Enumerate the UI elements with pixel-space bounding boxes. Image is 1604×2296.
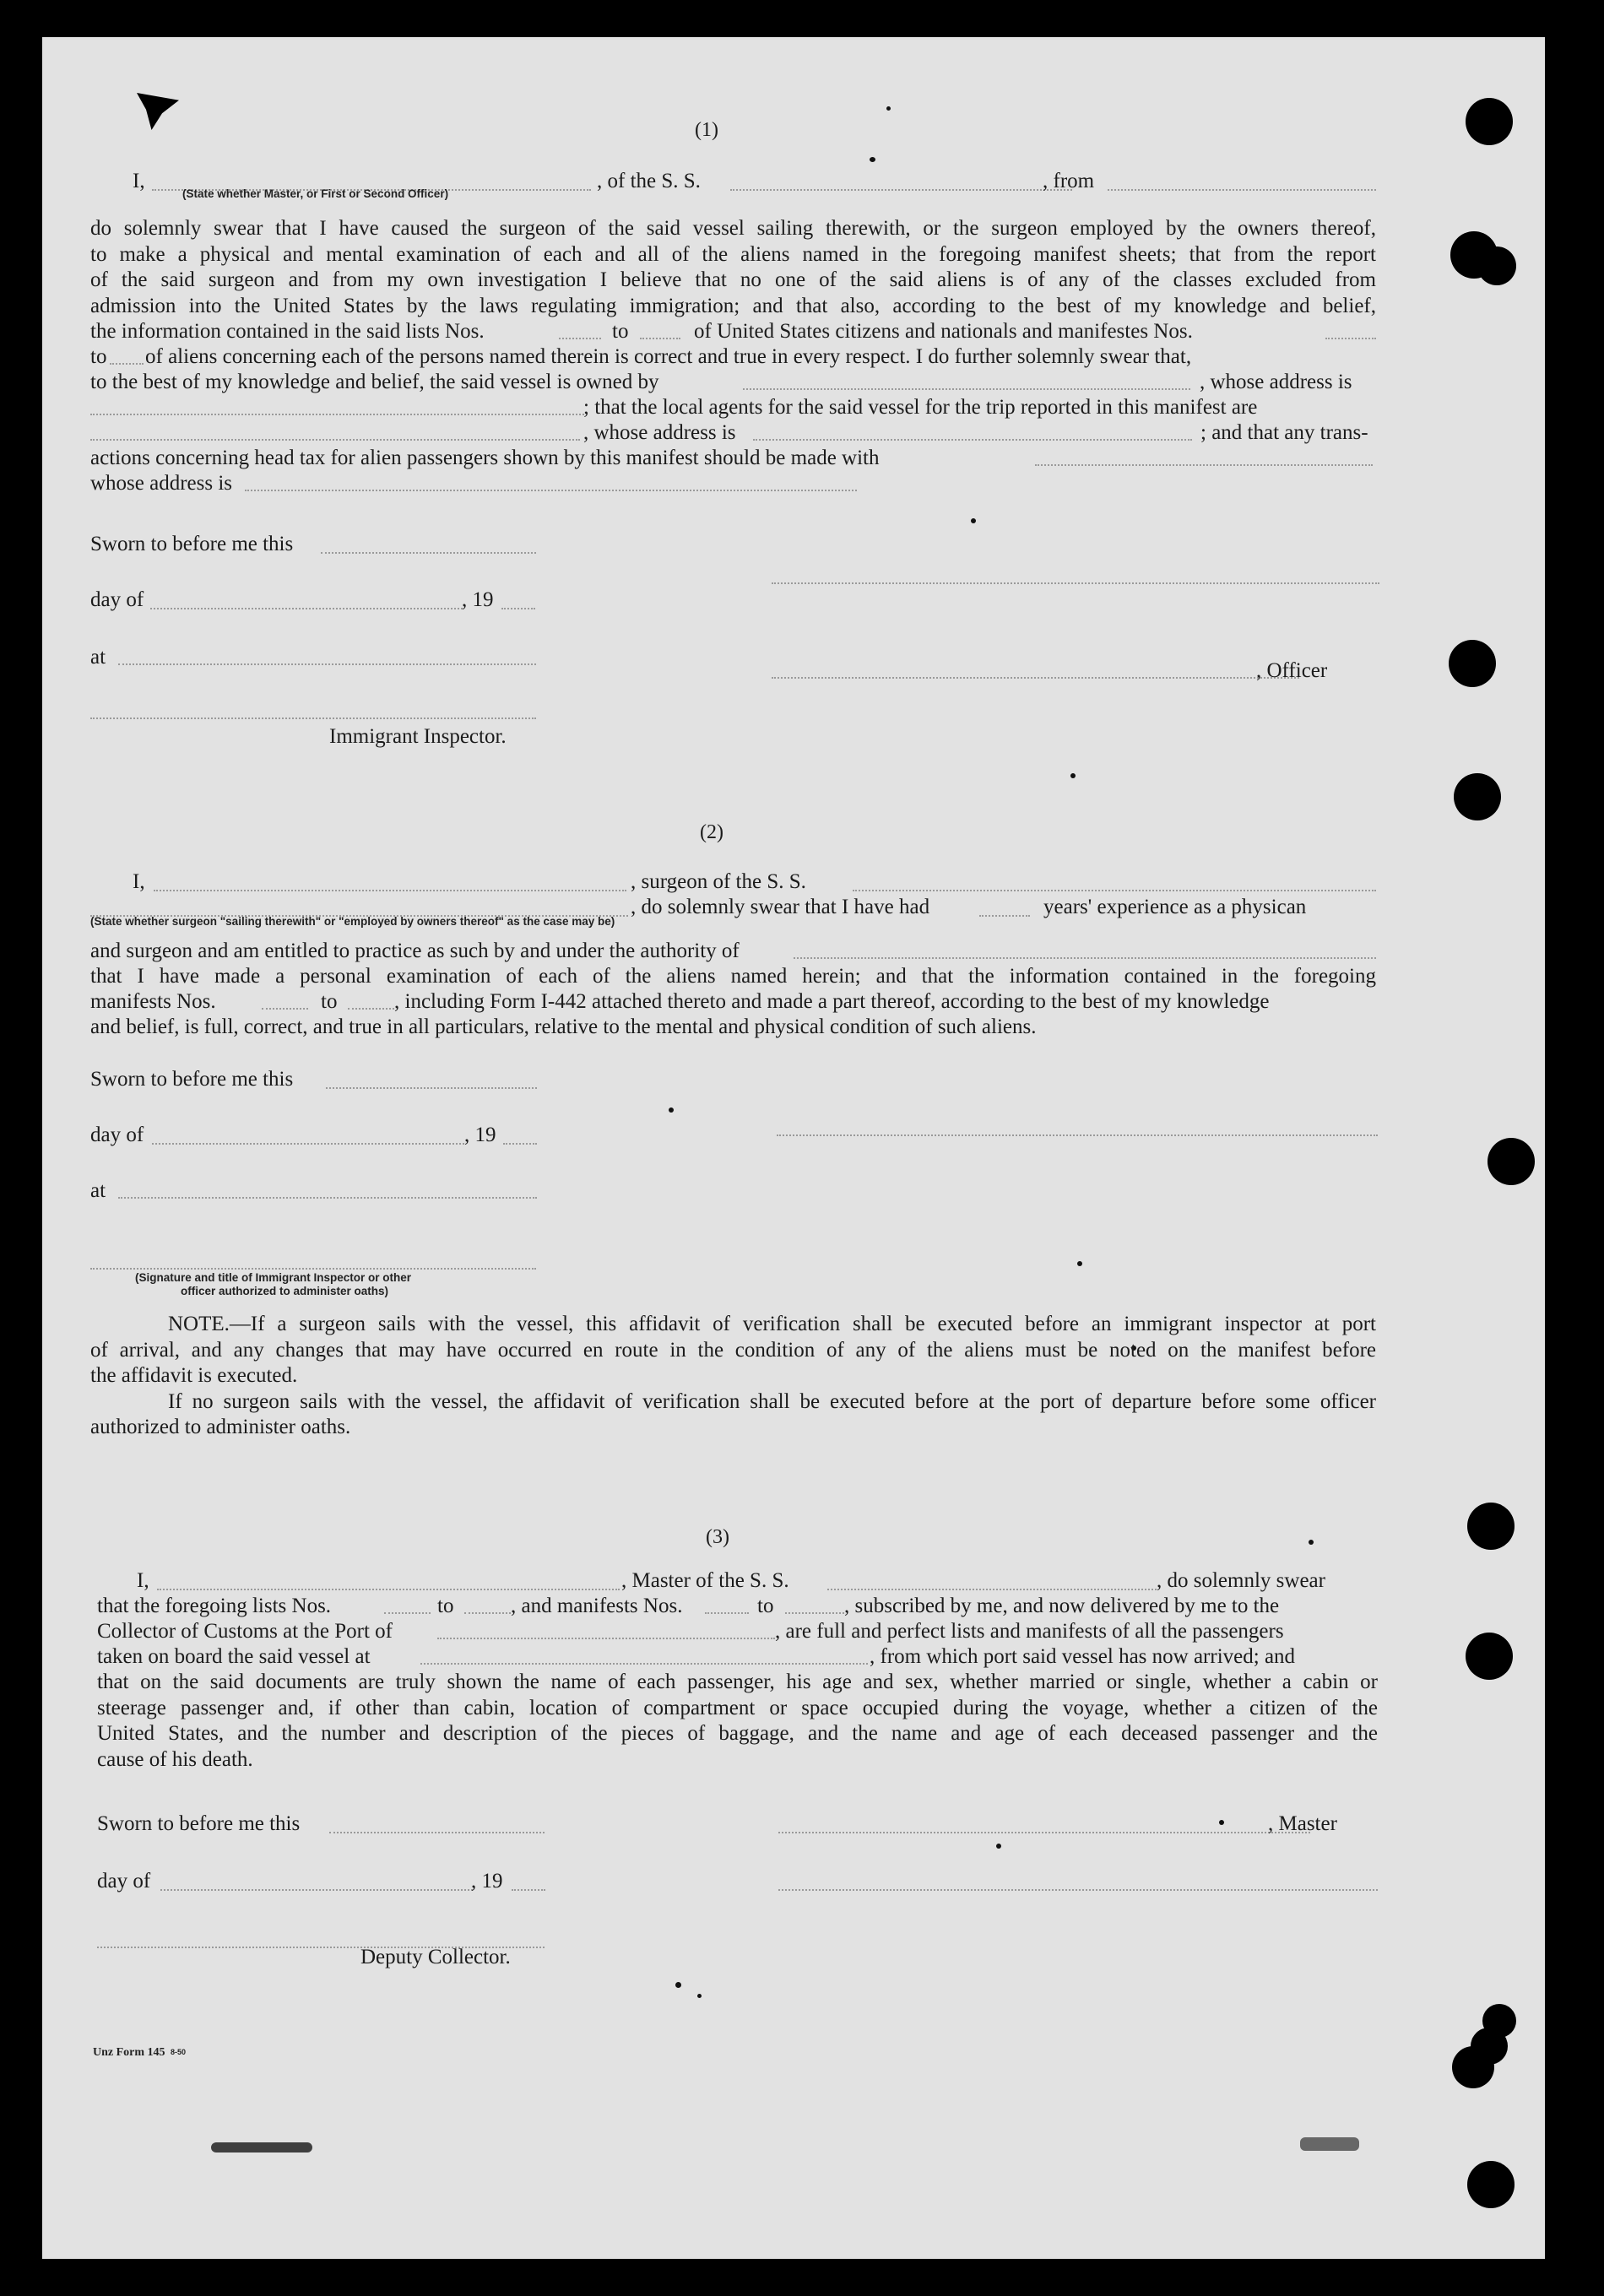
blank-field <box>512 1889 545 1891</box>
text-line: I, <box>133 870 145 893</box>
text-line: at <box>90 1179 106 1202</box>
text-line: to <box>437 1595 454 1617</box>
blank-field <box>772 582 1379 584</box>
note-paragraph <box>90 1312 1376 1441</box>
blank-field <box>329 1832 545 1833</box>
text-line: , Master of the S. S. <box>621 1569 789 1592</box>
paragraph-line: do solemnly swear that I have caused the surgeon of the said vessel sailing therewith, or the surgeon employed by the owners thereof, <box>90 217 1376 240</box>
blank-field <box>154 890 626 891</box>
ink-speck <box>971 518 976 523</box>
text-line: , 19 <box>462 588 494 611</box>
punch-hole <box>1454 773 1501 820</box>
text-line: of United States citizens and nationals and manifestes Nos. <box>694 320 1193 343</box>
blank-field <box>743 388 1190 390</box>
section-number: (2) <box>700 821 723 843</box>
punch-hole <box>1487 1138 1535 1185</box>
blank-field <box>979 915 1030 917</box>
punch-hole <box>1467 2161 1515 2208</box>
text-line: the information contained in the said lists Nos. <box>90 320 485 343</box>
ink-speck <box>1077 1261 1082 1266</box>
blank-field <box>245 490 857 491</box>
paragraph-line: that I have made a personal examination of each of the aliens named herein; and that the information contained in the foregoing <box>90 965 1376 988</box>
blank-field <box>90 1268 536 1270</box>
blank-field <box>772 677 1299 679</box>
blank-field <box>778 1889 1378 1891</box>
text-line: manifests Nos. <box>90 990 216 1013</box>
text-line: Sworn to before me this <box>97 1812 301 1835</box>
paragraph-line: steerage passenger and, if other than cabin, location of compartment or space occupied during the voyage, whether a citizen of the <box>97 1696 1378 1719</box>
ink-speck <box>669 1107 674 1113</box>
text-line: , Officer <box>1256 659 1328 682</box>
text-line: day of <box>97 1870 151 1893</box>
text-line: at <box>90 646 106 669</box>
form-page <box>42 37 1545 2259</box>
blank-field <box>262 1008 308 1010</box>
text-line: , are full and perfect lists and manifests of all the passengers <box>775 1620 1284 1643</box>
paragraph-line: of arrival, and any changes that may have occurred en route in the condition of any of the aliens must be noted on the manifest before <box>90 1338 1376 1362</box>
form-date: 8-50 <box>171 2048 187 2056</box>
blank-field <box>384 1612 431 1614</box>
punch-hole <box>1482 2004 1516 2038</box>
text-line: , do solemnly swear that I have had <box>631 896 930 918</box>
ink-speck <box>1070 773 1076 778</box>
text-line: Sworn to before me this <box>90 1068 294 1091</box>
ink-speck <box>697 1994 702 1998</box>
text-line: and surgeon and am entitled to practice as such by and under the authority of <box>90 940 740 962</box>
paragraph-line: United States, and the number and description of the pieces of baggage, and the name and age of each deceased passenger and the <box>97 1722 1378 1745</box>
blank-field <box>118 663 536 665</box>
bleed-mark <box>211 2142 312 2152</box>
text-line: , including Form I-442 attached thereto and made a part thereof, according to the best of my knowledge <box>394 990 1270 1013</box>
field-note: (Signature and title of Immigrant Inspector or other <box>135 1271 412 1284</box>
blank-field <box>90 414 584 415</box>
text-line: , of the S. S. <box>597 170 701 192</box>
punch-hole <box>1466 1633 1513 1680</box>
ink-speck <box>1219 1820 1224 1825</box>
blank-field <box>730 189 1072 191</box>
text-line: of aliens concerning each of the persons named therein is correct and true in every respect. I do further solemnly swear that, <box>145 345 1192 368</box>
blank-field <box>1325 338 1376 339</box>
blank-field <box>321 552 536 554</box>
blank-field <box>640 338 680 339</box>
text-line: Immigrant Inspector. <box>329 725 507 748</box>
paragraph-line: that on the said documents are truly shown the name of each passenger, his age and sex, whether married or single, whether a cabin or <box>97 1671 1378 1693</box>
punch-hole <box>1477 246 1516 285</box>
text-line: to the best of my knowledge and belief, the said vessel is owned by <box>90 371 659 393</box>
punch-hole <box>1467 1503 1515 1550</box>
blank-field <box>501 608 535 609</box>
oath-paragraph <box>90 216 1376 319</box>
blank-field <box>90 718 536 719</box>
blank-field <box>118 1197 537 1199</box>
ink-speck <box>996 1844 1001 1849</box>
field-note: officer authorized to administer oaths) <box>181 1285 389 1297</box>
text-line: , from which port said vessel has now arrived; and <box>870 1645 1296 1668</box>
text-line: , 19 <box>464 1124 496 1146</box>
text-line: ; and that any trans- <box>1200 421 1368 444</box>
text-line: to <box>90 345 107 368</box>
blank-field <box>785 1612 844 1614</box>
blank-field <box>326 1087 537 1089</box>
paragraph-line: to make a physical and mental examination of each and all of the aliens named in the foregoing manifest sheets; that from the report <box>90 242 1376 266</box>
blank-field <box>157 1589 620 1590</box>
paragraph-line: admission into the United States by the laws regulating immigration; and that also, according to the best of my knowledge and belief, <box>90 294 1376 317</box>
text-line: , whose address is <box>1200 371 1352 393</box>
blank-field <box>110 363 144 365</box>
form-number: Unz Form 145 <box>93 2046 165 2059</box>
text-line: day of <box>90 588 144 611</box>
text-line: Sworn to before me this <box>90 533 294 555</box>
blank-field <box>778 1832 1310 1833</box>
text-line: I, <box>133 170 145 192</box>
blank-field <box>90 439 580 441</box>
text-line: , subscribed by me, and now delivered by me to the <box>844 1595 1280 1617</box>
text-line: taken on board the said vessel at <box>97 1645 371 1668</box>
blank-field <box>437 1638 775 1639</box>
text-line: day of <box>90 1124 144 1146</box>
text-line: to <box>321 990 338 1013</box>
paragraph-line: cause of his death. <box>97 1747 253 1771</box>
text-line: Collector of Customs at the Port of <box>97 1620 393 1643</box>
bleed-mark <box>1300 2137 1359 2151</box>
paragraph-line: the affidavit is executed. <box>90 1364 298 1387</box>
ink-speck <box>1309 1540 1314 1545</box>
blank-field <box>503 1143 537 1145</box>
ink-blot <box>137 93 179 130</box>
field-note: (State whether Master, or First or Second Officer) <box>182 187 449 200</box>
text-line: to <box>612 320 629 343</box>
punch-hole <box>1449 640 1496 687</box>
blank-field <box>348 1008 394 1010</box>
blank-field <box>152 1143 464 1145</box>
paragraph-line: of the said surgeon and from my own investigation I believe that no one of the said aliens is of any of the classes excluded from <box>90 268 1376 291</box>
paragraph-line: NOTE.—If a surgeon sails with the vessel, this affidavit of verification shall be executed before an immigrant inspector at port <box>168 1313 1376 1335</box>
ink-speck <box>886 106 891 111</box>
blank-field <box>794 957 1376 959</box>
oath-paragraph <box>90 964 1376 990</box>
ink-speck <box>870 157 875 162</box>
text-line: , 19 <box>471 1870 503 1893</box>
text-line: to <box>757 1595 774 1617</box>
punch-hole <box>1466 98 1513 145</box>
blank-field <box>559 338 601 339</box>
blank-field <box>1035 464 1373 466</box>
blank-field <box>753 439 1192 441</box>
blank-field <box>150 608 463 609</box>
text-line: that the foregoing lists Nos. <box>97 1595 332 1617</box>
section-number: (3) <box>706 1526 729 1548</box>
text-line: , whose address is <box>583 421 736 444</box>
text-line: ; that the local agents for the said vessel for the trip reported in this manifest are <box>583 396 1258 419</box>
punch-hole <box>1452 2046 1494 2088</box>
blank-field <box>777 1134 1378 1136</box>
paragraph-line: If no surgeon sails with the vessel, the affidavit of verification shall be executed before at the port of departure before some officer <box>168 1389 1376 1413</box>
blank-field <box>1108 189 1376 191</box>
text-line: , surgeon of the S. S. <box>631 870 806 893</box>
blank-field <box>853 890 1376 891</box>
text-line: I, <box>137 1569 149 1592</box>
blank-field <box>705 1612 749 1614</box>
section-number: (1) <box>695 119 718 141</box>
blank-field <box>420 1663 868 1665</box>
text-line: , and manifests Nos. <box>511 1595 683 1617</box>
text-line: actions concerning head tax for alien passengers shown by this manifest should be made with <box>90 447 880 469</box>
blank-field <box>160 1889 473 1891</box>
paragraph-line: authorized to administer oaths. <box>90 1416 351 1438</box>
text-line: years' experience as a physican <box>1043 896 1307 918</box>
text-line: Deputy Collector. <box>360 1946 511 1968</box>
text-line: , from <box>1043 170 1095 192</box>
text-line: whose address is <box>90 472 233 495</box>
text-line: , Master <box>1268 1812 1337 1835</box>
ink-speck <box>675 1982 681 1988</box>
blank-field <box>464 1612 511 1614</box>
blank-field <box>827 1589 1157 1590</box>
text-line: , do solemnly swear <box>1157 1569 1325 1592</box>
text-line: and belief, is full, correct, and true in all particulars, relative to the mental and physical condition of such aliens. <box>90 1015 1037 1038</box>
field-note: (State whether surgeon "sailing therewith" or "employed by owners thereof" as the case may be) <box>90 915 615 928</box>
oath-paragraph <box>97 1670 1378 1773</box>
